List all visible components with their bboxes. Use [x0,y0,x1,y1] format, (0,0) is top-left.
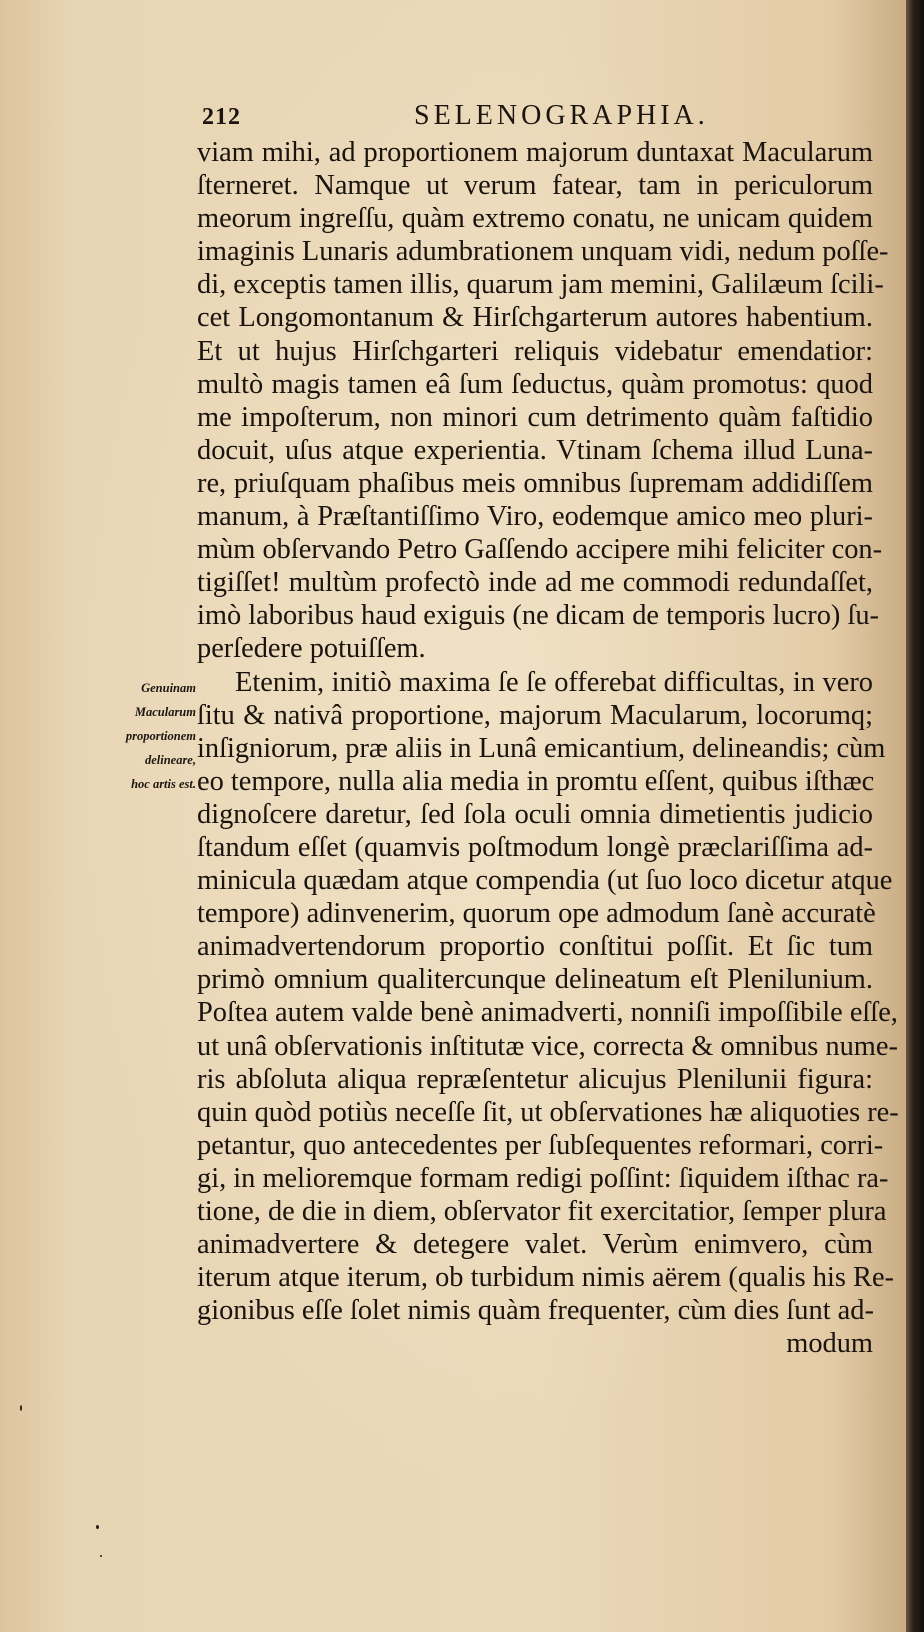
text-line: Poſtea autem valde benè animadverti, nonniſi impoſſibile eſſe, [197,997,898,1029]
running-head: SELENOGRAPHIA. [414,100,709,131]
text-line: manum, à Præſtantiſſimo Viro, eodemque amico meo pluri- [197,501,873,533]
text-line: ut unâ obſervationis inſtitutæ vice, correcta & omnibus nume- [197,1030,898,1062]
text-line: iterum atque iterum, ob turbidum nimis aërem (qualis his Re- [197,1262,894,1294]
text-line: me impoſterum, non minori cum detrimento quàm faſtidio [197,401,873,433]
ink-speck [100,1555,102,1557]
text-line: imaginis Lunaris adumbrationem unquam vidi, nedum poſſe- [197,236,889,268]
text-line: gi, in melioremque formam redigi poſſint: ſiquidem iſthac ra- [197,1162,889,1194]
text-line: di, exceptis tamen illis, quarum jam memini, Galilæum ſcili- [197,269,884,301]
marginal-note-line: Macularum [134,705,196,719]
text-line: tigiſſet! multùm profectò inde ad me commodi redundaſſet, [197,567,873,599]
text-line: tempore) adinvenerim, quorum ope admodum ſanè accuratè [197,898,876,930]
text-line: ris abſoluta aliqua repræſentetur alicujus Plenilunii figura: [197,1063,873,1095]
text-line: meorum ingreſſu, quàm extremo conatu, ne unicam quidem [197,203,873,235]
text-line: mùm obſervando Petro Gaſſendo accipere mihi feliciter con- [197,534,883,566]
text-line: eo tempore, nulla alia media in promtu eſſent, quibus iſthæc [197,765,875,797]
marginal-note-line: hoc artis est. [131,777,196,791]
text-line: docuit, uſus atque experientia. Vtinam ſchema illud Luna- [197,434,873,466]
ink-speck [20,1405,22,1411]
text-line: primò omnium qualitercunque delineatum eſt Plenilunium. [197,964,873,996]
catchword: modum [786,1328,873,1360]
text-line: inſigniorum, præ aliis in Lunâ emicantium, delineandis; cùm [197,732,886,764]
marginal-note-line: delineare, [144,753,196,767]
text-line: animadvertere & detegere valet. Verùm enimvero, cùm [197,1229,873,1261]
text-line: re, priuſquam phaſibus meis omnibus ſupremam addidiſſem [197,467,873,499]
text-line: ſtandum eſſet (quamvis poſtmodum longè præclariſſima ad- [197,831,873,863]
text-line: tione, de die in diem, obſervator fit exercitatior, ſemper plura [197,1196,887,1227]
text-line: ſterneret. Namque ut verum fatear, tam in periculorum [197,170,873,202]
marginal-note-line: Genuinam [141,681,196,695]
text-line: Et ut hujus Hirſchgarteri reliquis videbatur emendatior: [197,335,873,367]
text-line: petantur, quo antecedentes per ſubſequentes reformari, corri- [197,1129,884,1161]
text-line: ſitu & nativâ proportione, majorum Macularum, locorumq; [197,699,873,731]
body-text [197,136,899,1360]
text-line: viam mihi, ad proportionem majorum duntaxat Macularum [197,137,873,168]
page-number: 212 [202,104,241,130]
text-line: minicula quædam atque compendia (ut ſuo loco dicetur atque [197,865,893,897]
page-header [0,96,906,136]
text-line: cet Longomontanum & Hirſchgarterum autores habentium. [197,302,873,334]
text-line: animadvertendorum proportio conſtitui poſſit. Et ſic tum [197,931,873,963]
ink-speck [96,1525,99,1529]
text-line: perſedere potuiſſem. [197,633,426,665]
marginal-note [100,676,196,796]
text-line: multò magis tamen eâ ſum ſeductus, quàm promotus: quod [197,368,873,400]
text-line: Etenim, initiò maxima ſe ſe offerebat difficultas, in vero [235,666,873,698]
text-line: dignoſcere daretur, ſed ſola oculi omnia dimetientis judicio [197,798,873,830]
text-line: imò laboribus haud exiguis (ne dicam de temporis lucro) ſu- [197,600,879,632]
marginal-note-line: proportionem [125,729,196,743]
text-line: quin quòd potiùs neceſſe ſit, ut obſervationes hæ aliquoties re- [197,1096,899,1128]
book-edge [906,0,924,1632]
text-line: gionibus eſſe ſolet nimis quàm frequenter, cùm dies ſunt ad- [197,1295,874,1327]
